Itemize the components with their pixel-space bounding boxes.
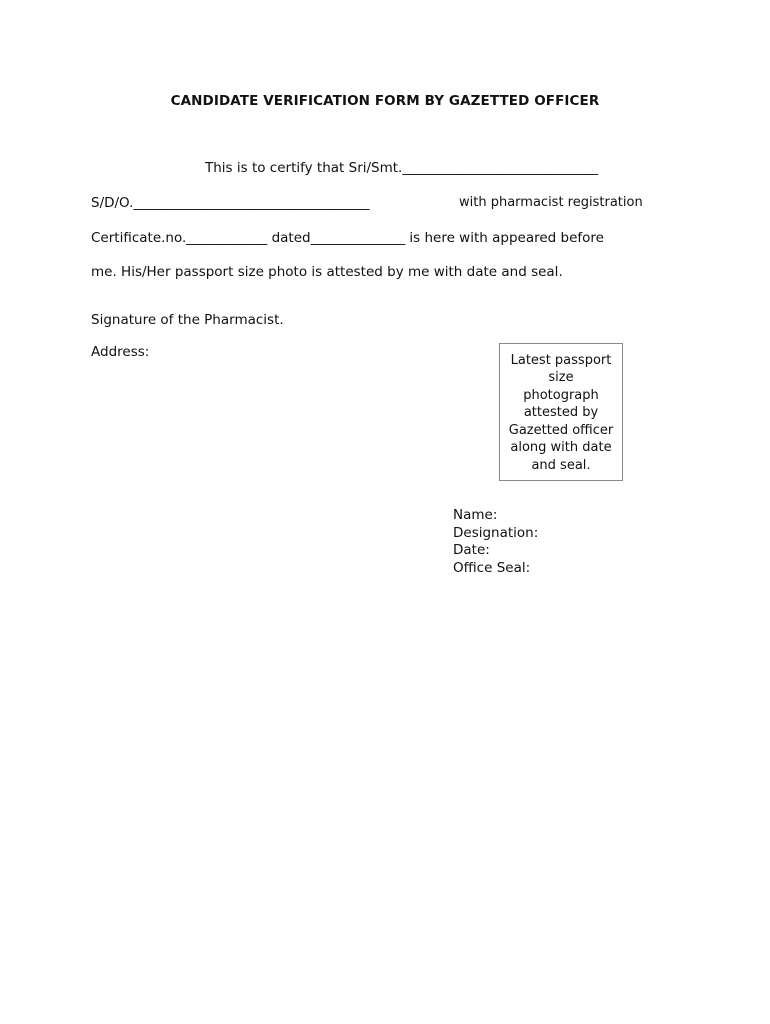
certificate-line: Certificate.no.____________ dated______________ is here with appeared before	[91, 230, 604, 246]
photo-box-line: and seal.	[531, 457, 591, 473]
photo-box-line: photograph	[523, 387, 599, 403]
officer-designation-label: Designation:	[453, 524, 539, 541]
photo-box-line: size	[548, 370, 574, 386]
photo-box-line: attested by	[523, 405, 599, 421]
pharmacist-registration-text: with pharmacist registration	[459, 195, 643, 210]
passport-attest-line: me. His/Her passport size photo is attested by me with date and seal.	[91, 264, 563, 280]
office-seal-label: Office Seal:	[453, 559, 531, 576]
photo-box-line: along with date	[510, 440, 612, 456]
form-title: CANDIDATE VERIFICATION FORM BY GAZETTED OFFICER	[170, 93, 600, 109]
photo-box-line: Gazetted officer	[508, 422, 614, 438]
sdo-line: S/D/O.___________________________________	[91, 195, 370, 211]
signature-label: Signature of the Pharmacist.	[91, 312, 284, 328]
officer-details	[453, 507, 538, 577]
passport-photo-box	[499, 343, 623, 481]
photo-box-line: Latest passport	[510, 353, 612, 369]
address-label: Address:	[91, 344, 150, 360]
certify-line: This is to certify that Sri/Smt._____________________________	[205, 160, 599, 176]
officer-name-label: Name:	[453, 507, 498, 523]
officer-date-label: Date:	[453, 542, 490, 559]
photo-box-text	[505, 352, 617, 474]
